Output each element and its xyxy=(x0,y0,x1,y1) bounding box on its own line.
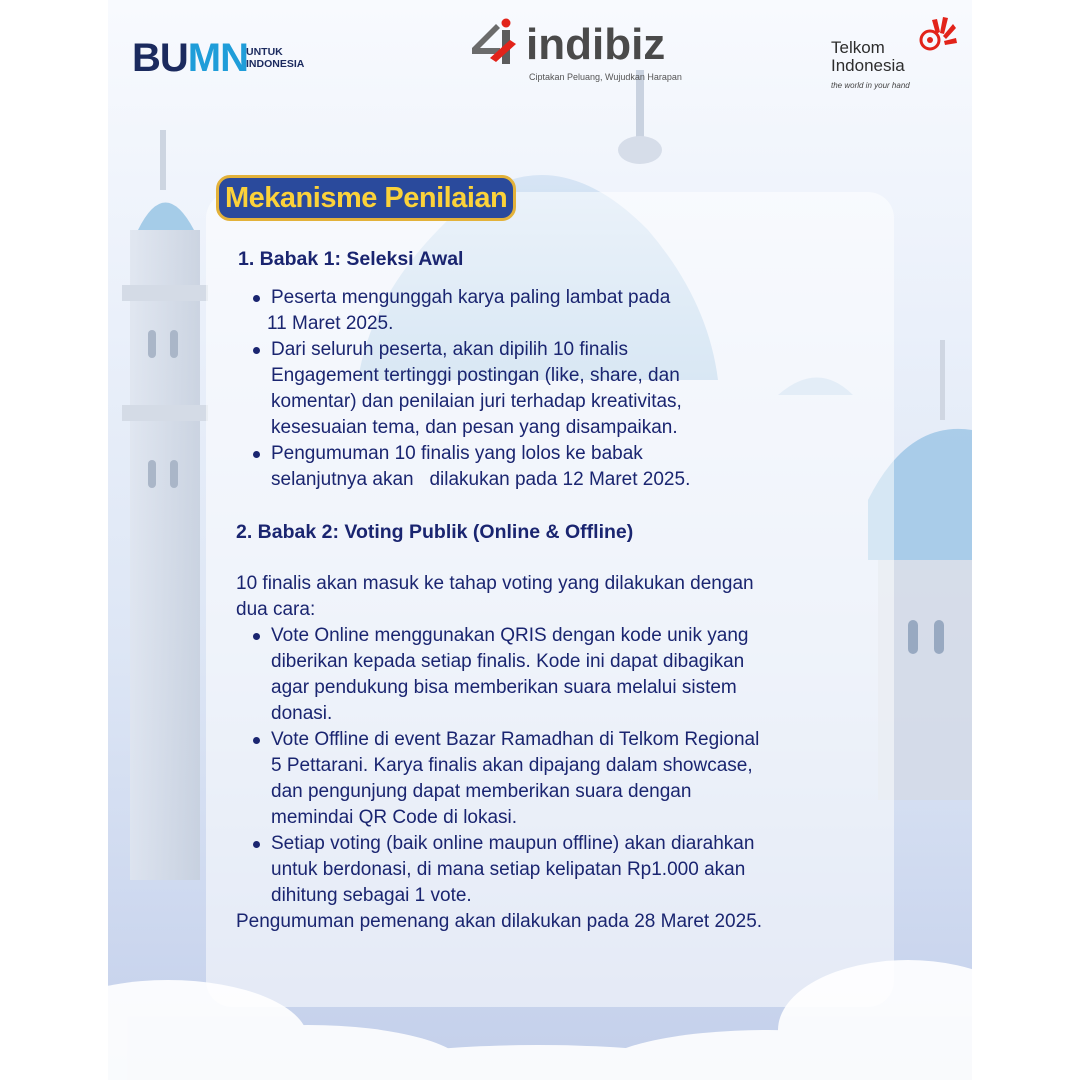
text-line: 5 Pettarani. Karya finalis akan dipajang dalam showcase, xyxy=(271,755,753,776)
text-line: Setiap voting (baik online maupun offline) akan diarahkan xyxy=(271,833,755,854)
text-line: donasi. xyxy=(271,703,333,724)
round2-bullet-list xyxy=(236,623,876,909)
indibiz-mark-icon xyxy=(466,18,524,74)
bumn-tagline-line-1: UNTUK xyxy=(246,46,283,58)
round2-bullet-1 xyxy=(236,623,876,727)
text-line: agar pendukung bisa memberikan suara melalui sistem xyxy=(271,677,737,698)
round2-title: 2. Babak 2: Voting Publik (Online & Offline) xyxy=(236,521,634,543)
content-body xyxy=(236,246,876,935)
round2-intro xyxy=(236,571,876,623)
text-line: diberikan kepada setiap finalis. Kode ini dapat dibagikan xyxy=(271,651,745,672)
telkom-wordmark-line-2: Indonesia xyxy=(831,56,905,75)
text-line: selanjutnya akan dilakukan pada 12 Maret 2025. xyxy=(271,469,691,490)
round1-title: 1. Babak 1: Seleksi Awal xyxy=(238,248,464,270)
poster xyxy=(108,0,972,1080)
bumn-logo xyxy=(132,38,332,78)
round1-bullet-1 xyxy=(236,285,876,337)
text-line: Pengumuman 10 finalis yang lolos ke babak xyxy=(271,443,643,464)
section-title: Mekanisme Penilaian xyxy=(216,175,516,221)
round1-bullet-list xyxy=(236,285,876,493)
telkom-indonesia-logo xyxy=(828,14,958,94)
text-line: Engagement tertinggi postingan (like, share, dan xyxy=(271,365,680,386)
round1-bullet-2 xyxy=(236,337,876,441)
telkom-tagline: the world in your hand xyxy=(831,81,910,90)
text-line: dan pengunjung dapat memberikan suara dengan xyxy=(271,781,692,802)
round2-bullet-2 xyxy=(236,727,876,831)
text-line: dihitung sebagai 1 vote. xyxy=(271,885,472,906)
bumn-wordmark-accent: MN xyxy=(187,36,248,80)
text-line: komentar) dan penilaian juri terhadap kreativitas, xyxy=(271,391,682,412)
round1-bullet-3 xyxy=(236,441,876,493)
bumn-wordmark: BUMN xyxy=(132,36,248,80)
text-line: untuk berdonasi, di mana setiap kelipatan Rp1.000 akan xyxy=(271,859,746,880)
text-line: kesesuaian tema, dan pesan yang disampaikan. xyxy=(271,417,678,438)
text-line: Dari seluruh peserta, akan dipilih 10 finalis xyxy=(271,339,628,360)
bumn-tagline-line-2: INDONESIA xyxy=(246,58,305,70)
text-line: memindai QR Code di lokasi. xyxy=(271,807,518,828)
text-line: 11 Maret 2025. xyxy=(267,313,394,334)
indibiz-logo xyxy=(466,18,686,88)
text-line: 10 finalis akan masuk ke tahap voting yang dilakukan dengan xyxy=(236,573,754,594)
closing-announcement: Pengumuman pemenang akan dilakukan pada 28 Maret 2025. xyxy=(236,911,763,932)
indibiz-wordmark: indibiz xyxy=(526,20,666,69)
round2-bullet-3 xyxy=(236,831,876,909)
text-line: Peserta mengunggah karya paling lambat pada xyxy=(271,287,671,308)
text-line: Vote Online menggunakan QRIS dengan kode unik yang xyxy=(271,625,749,646)
indibiz-tagline: Ciptakan Peluang, Wujudkan Harapan xyxy=(529,72,682,82)
telkom-hand-icon xyxy=(916,14,958,56)
text-line: dua cara: xyxy=(236,599,316,620)
text-line: Vote Offline di event Bazar Ramadhan di Telkom Regional xyxy=(271,729,760,750)
telkom-wordmark-line-1: Telkom xyxy=(831,38,885,57)
